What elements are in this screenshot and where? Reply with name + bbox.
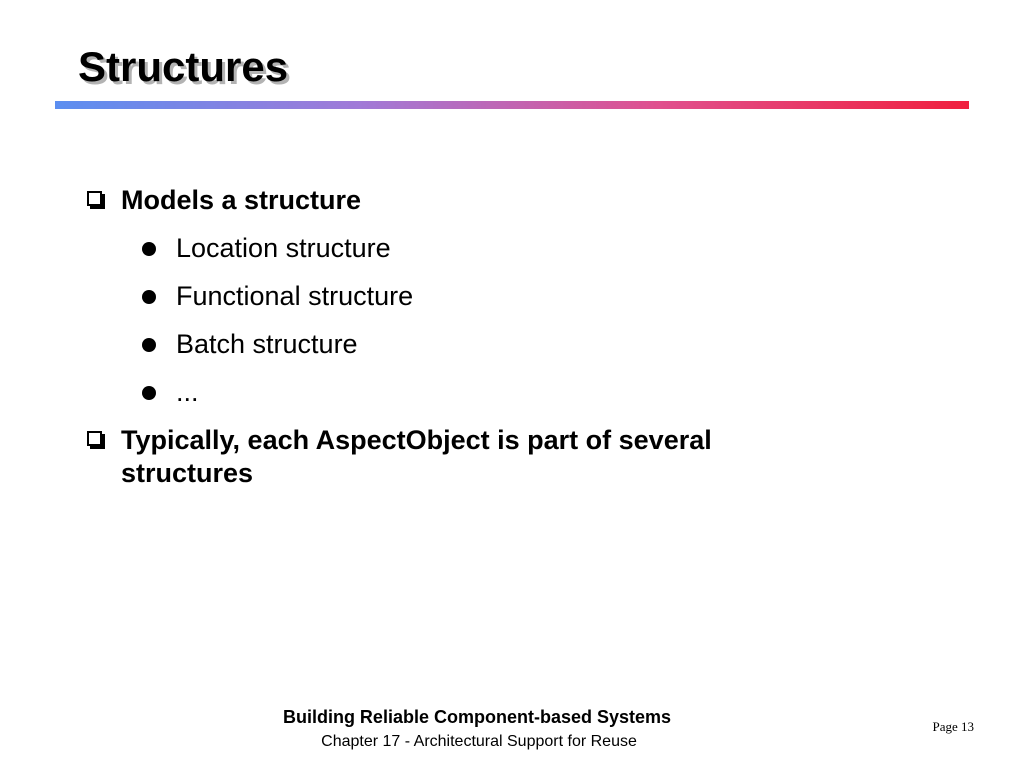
round-bullet-icon — [142, 290, 156, 304]
bullet-text: Typically, each AspectObject is part of several structures — [121, 425, 712, 488]
bullet-item — [85, 424, 821, 490]
bullet-item — [85, 184, 945, 217]
square-bullet-icon — [87, 431, 102, 446]
round-bullet-icon — [142, 386, 156, 400]
sub-bullet-item — [85, 232, 945, 265]
sub-bullet-text: Batch structure — [176, 329, 358, 359]
round-bullet-icon — [142, 338, 156, 352]
slide-content — [85, 184, 945, 490]
title-rule — [55, 101, 969, 109]
footer-subtitle: Chapter 17 - Architectural Support for Reuse — [321, 733, 637, 750]
bullet-text: Models a structure — [121, 185, 362, 215]
square-bullet-icon — [87, 191, 102, 206]
slide-title: Structures — [78, 43, 289, 90]
sub-bullet-text: Location structure — [176, 233, 391, 263]
round-bullet-icon — [142, 242, 156, 256]
page-number: Page 13 — [932, 719, 974, 734]
sub-bullet-text: Functional structure — [176, 281, 414, 311]
sub-bullet-list — [85, 232, 945, 409]
sub-bullet-item — [85, 280, 945, 313]
sub-bullet-item — [85, 376, 945, 409]
footer-title: Building Reliable Component-based Systems — [282, 707, 672, 727]
sub-bullet-item — [85, 328, 945, 361]
sub-bullet-text: ... — [176, 377, 199, 407]
